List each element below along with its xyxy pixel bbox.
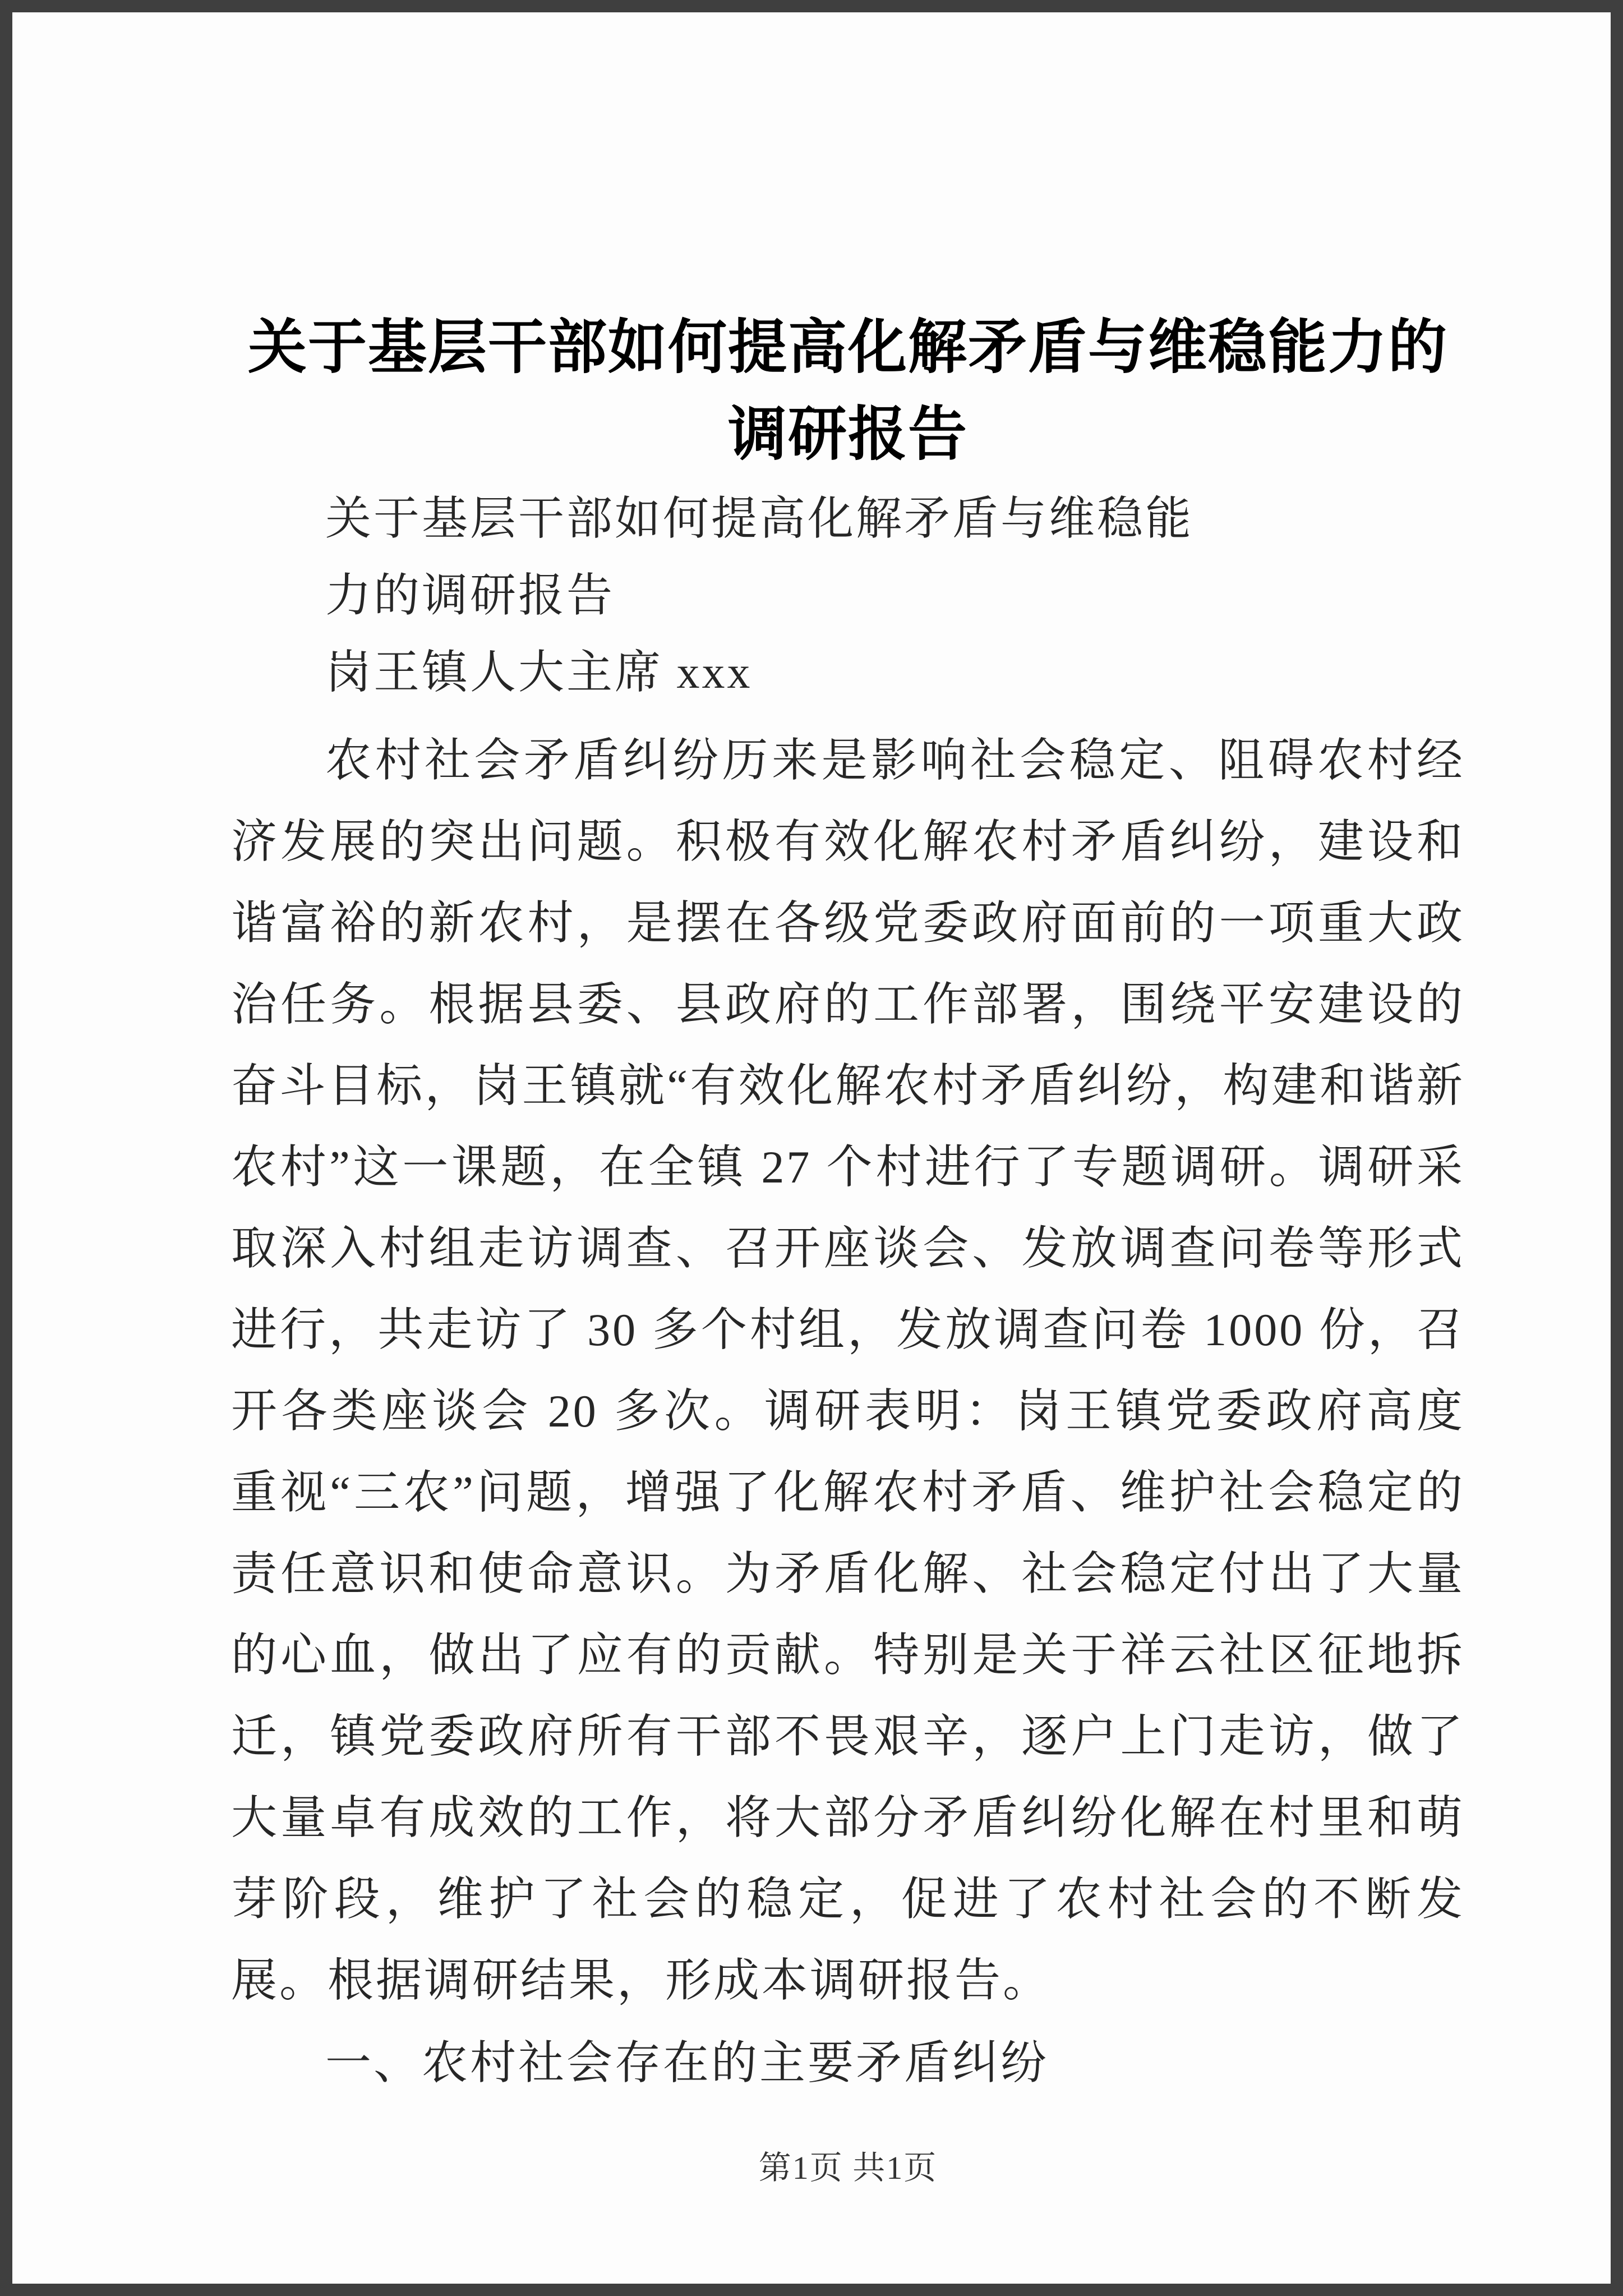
section-heading: 一、农村社会存在的主要矛盾纠纷 — [325, 2037, 1049, 2088]
author-line: 岗王镇人大主席 xxx — [325, 647, 753, 698]
intro-line-1: 关于基层干部如何提高化解矛盾与维稳能 — [325, 493, 1194, 544]
document-title: 关于基层干部如何提高化解矛盾与维稳能力的调研报告 — [247, 315, 1448, 467]
document-content — [231, 304, 1465, 2104]
body-paragraph: 农村社会矛盾纠纷历来是影响社会稳定、阻碍农村经济发展的突出问题。积极有效化解农村矛盾纠纷，建设和谐富裕的新农村，是摆在各级党委政府面前的一项重大政治任务。根据县委、县政府的工作部署，围绕平安建设的奋斗目标，岗王镇就“有效化解农村矛盾纠纷，构建和谐新农村”这一课题，在全镇 27 个村进行了专题调研。调研采取深入村组走访调查、召开座谈会、发放调查问卷等形式进行，共走访了 30 多个村组，发放调查问卷 1000 份，召开各类座谈会 20 多次。调研表明：岗王镇党委政府高度重视“三农”问题，增强了化解农村矛盾、维护社会稳定的责任意识和使命意识。为矛盾化解、社会稳定付出了大量的心血，做出了应有的贡献。特别是关于祥云社区征地拆迁，镇党委政府所有干部不畏艰辛，逐户上门走访，做了大量卓有成效的工作，将大部分矛盾纠纷化解在村里和萌芽阶段，维护了社会的稳定，促进了农村社会的不断发展。根据调研结果，形成本调研报告。 — [231, 735, 1465, 2006]
page-number-footer: 第1页 共1页 — [758, 2150, 938, 2186]
intro-block — [231, 480, 1465, 711]
intro-line-2: 力的调研报告 — [325, 570, 615, 621]
